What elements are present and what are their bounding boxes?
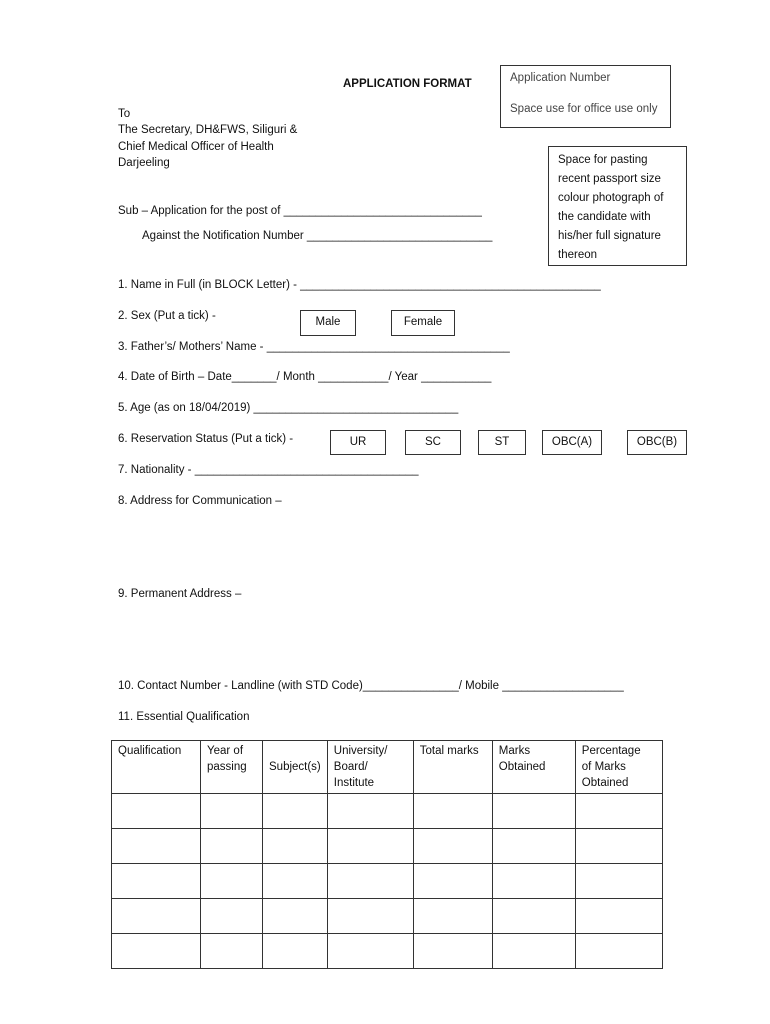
table-cell[interactable] xyxy=(492,864,575,899)
header-subjects: Subject(s) xyxy=(263,741,328,794)
table-cell[interactable] xyxy=(492,829,575,864)
table-cell[interactable] xyxy=(413,934,492,969)
header-total-marks: Total marks xyxy=(413,741,492,794)
table-cell[interactable] xyxy=(112,794,201,829)
nationality-field[interactable]: 7. Nationality - ___________________________________ xyxy=(118,464,419,476)
reservation-option-obc-a[interactable]: OBC(A) xyxy=(542,430,602,455)
form-title: APPLICATION FORMAT xyxy=(343,78,472,90)
essential-qualification-label: 11. Essential Qualification xyxy=(118,711,250,723)
table-cell[interactable] xyxy=(492,794,575,829)
table-cell[interactable] xyxy=(201,899,263,934)
header-marks-obtained: Marks Obtained xyxy=(492,741,575,794)
table-cell[interactable] xyxy=(112,864,201,899)
table-cell[interactable] xyxy=(112,899,201,934)
table-cell[interactable] xyxy=(201,794,263,829)
sex-option-male[interactable]: Male xyxy=(300,310,356,336)
sex-label: 2. Sex (Put a tick) - xyxy=(118,310,216,322)
table-header-row xyxy=(112,741,663,794)
address-line-3: Darjeeling xyxy=(118,157,170,169)
reservation-option-sc[interactable]: SC xyxy=(405,430,461,455)
table-cell[interactable] xyxy=(327,899,413,934)
office-use-box xyxy=(500,65,671,128)
table-cell[interactable] xyxy=(575,829,662,864)
subject-post-field[interactable]: Sub – Application for the post of _______________________________ xyxy=(118,205,482,217)
table-cell[interactable] xyxy=(413,794,492,829)
reservation-option-ur[interactable]: UR xyxy=(330,430,386,455)
header-year-of-passing: Year of passing xyxy=(201,741,263,794)
table-cell[interactable] xyxy=(263,829,328,864)
permanent-address-label[interactable]: 9. Permanent Address – xyxy=(118,588,242,600)
table-cell[interactable] xyxy=(327,864,413,899)
table-cell[interactable] xyxy=(492,899,575,934)
table-row xyxy=(112,829,663,864)
table-cell[interactable] xyxy=(327,934,413,969)
father-mother-name-field[interactable]: 3. Father’s/ Mothers’ Name - ______________________________________ xyxy=(118,341,510,353)
qualification-table xyxy=(111,740,663,969)
table-cell[interactable] xyxy=(575,794,662,829)
table-cell[interactable] xyxy=(575,864,662,899)
reservation-option-st[interactable]: ST xyxy=(478,430,526,455)
table-cell[interactable] xyxy=(263,794,328,829)
header-qualification: Qualification xyxy=(112,741,201,794)
address-line-2: Chief Medical Officer of Health xyxy=(118,141,274,153)
table-row xyxy=(112,899,663,934)
table-cell[interactable] xyxy=(112,829,201,864)
sex-option-female[interactable]: Female xyxy=(391,310,455,336)
table-cell[interactable] xyxy=(413,829,492,864)
header-percentage: Percentage of Marks Obtained xyxy=(575,741,662,794)
table-row xyxy=(112,864,663,899)
contact-number-field[interactable]: 10. Contact Number - Landline (with STD Code)_______________/ Mobile ___________________ xyxy=(118,680,624,692)
table-cell[interactable] xyxy=(575,899,662,934)
date-of-birth-field[interactable]: 4. Date of Birth – Date_______/ Month ___________/ Year ___________ xyxy=(118,371,492,383)
notification-number-field[interactable]: Against the Notification Number _____________________________ xyxy=(142,230,493,242)
table-cell[interactable] xyxy=(413,899,492,934)
application-number-label: Application Number xyxy=(510,72,611,84)
table-cell[interactable] xyxy=(263,934,328,969)
table-cell[interactable] xyxy=(413,864,492,899)
age-field[interactable]: 5. Age (as on 18/04/2019) ________________________________ xyxy=(118,402,459,414)
table-cell[interactable] xyxy=(327,829,413,864)
communication-address-label[interactable]: 8. Address for Communication – xyxy=(118,495,282,507)
table-cell[interactable] xyxy=(201,934,263,969)
table-cell[interactable] xyxy=(201,829,263,864)
table-cell[interactable] xyxy=(327,794,413,829)
table-cell[interactable] xyxy=(575,934,662,969)
table-row xyxy=(112,794,663,829)
table-cell[interactable] xyxy=(112,934,201,969)
table-cell[interactable] xyxy=(492,934,575,969)
to-label: To xyxy=(118,108,131,120)
name-field[interactable]: 1. Name in Full (in BLOCK Letter) - _______________________________________________ xyxy=(118,279,601,291)
header-university: University/ Board/ Institute xyxy=(327,741,413,794)
table-cell[interactable] xyxy=(263,864,328,899)
reservation-option-obc-b[interactable]: OBC(B) xyxy=(627,430,687,455)
photo-box: Space for pasting recent passport size colour photograph of the candidate with his/her full signature thereon xyxy=(548,146,687,266)
table-cell[interactable] xyxy=(263,899,328,934)
office-use-label: Space use for office use only xyxy=(510,103,658,115)
table-row xyxy=(112,934,663,969)
table-cell[interactable] xyxy=(201,864,263,899)
address-line-1: The Secretary, DH&FWS, Siliguri & xyxy=(118,124,298,136)
reservation-label: 6. Reservation Status (Put a tick) - xyxy=(118,433,294,445)
